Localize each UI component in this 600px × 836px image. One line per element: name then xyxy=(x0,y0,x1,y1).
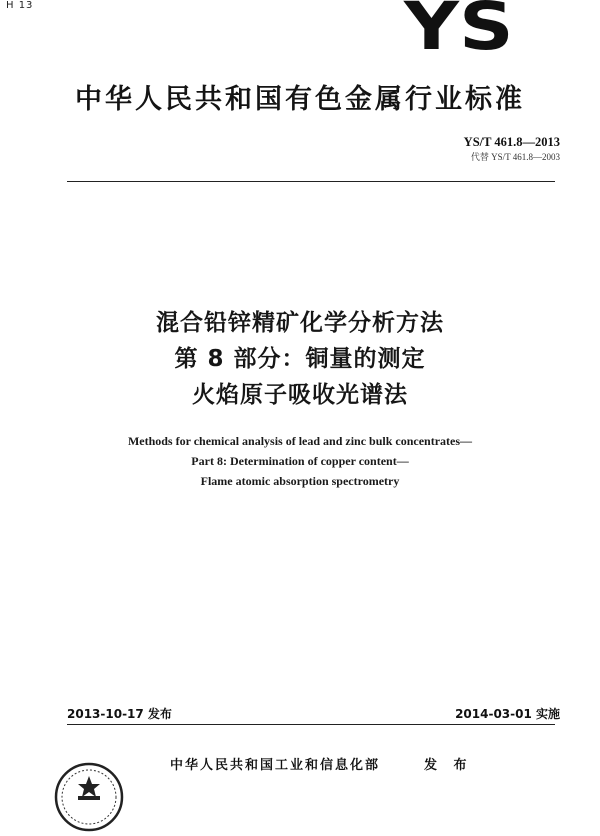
implementation-date: 2014-03-01 实施 xyxy=(455,707,560,721)
english-title-line-3: Flame atomic absorption spectrometry xyxy=(200,474,400,488)
bottom-divider xyxy=(67,724,555,725)
national-emblem-icon xyxy=(54,762,124,832)
standard-category-title: 中华人民共和国有色金属行业标准 xyxy=(75,84,525,115)
english-title-line-2: Part 8: Determination of copper content— xyxy=(191,454,409,468)
issue-date: 2013-10-17 发布 xyxy=(67,707,172,721)
chinese-title-line-1: 混合铅锌精矿化学分析方法 xyxy=(156,310,444,336)
standard-number: YS/T 461.8—2013 xyxy=(463,135,560,149)
english-title-line-1: Methods for chemical analysis of lead and zinc bulk concentrates— xyxy=(127,434,473,448)
chinese-title-line-2: 第 8 部分：铜量的测定 xyxy=(174,346,426,372)
issue-action: 发 布 xyxy=(424,758,473,773)
chinese-title-line-3: 火焰原子吸收光谱法 xyxy=(192,382,408,408)
ys-logo: YS xyxy=(404,0,514,65)
issuing-authority: 中华人民共和国工业和信息化部 xyxy=(170,758,381,773)
top-divider xyxy=(67,181,555,182)
classification-code: H 13 xyxy=(6,0,34,11)
replaces-standard: 代替 YS/T 461.8—2003 xyxy=(470,152,560,162)
